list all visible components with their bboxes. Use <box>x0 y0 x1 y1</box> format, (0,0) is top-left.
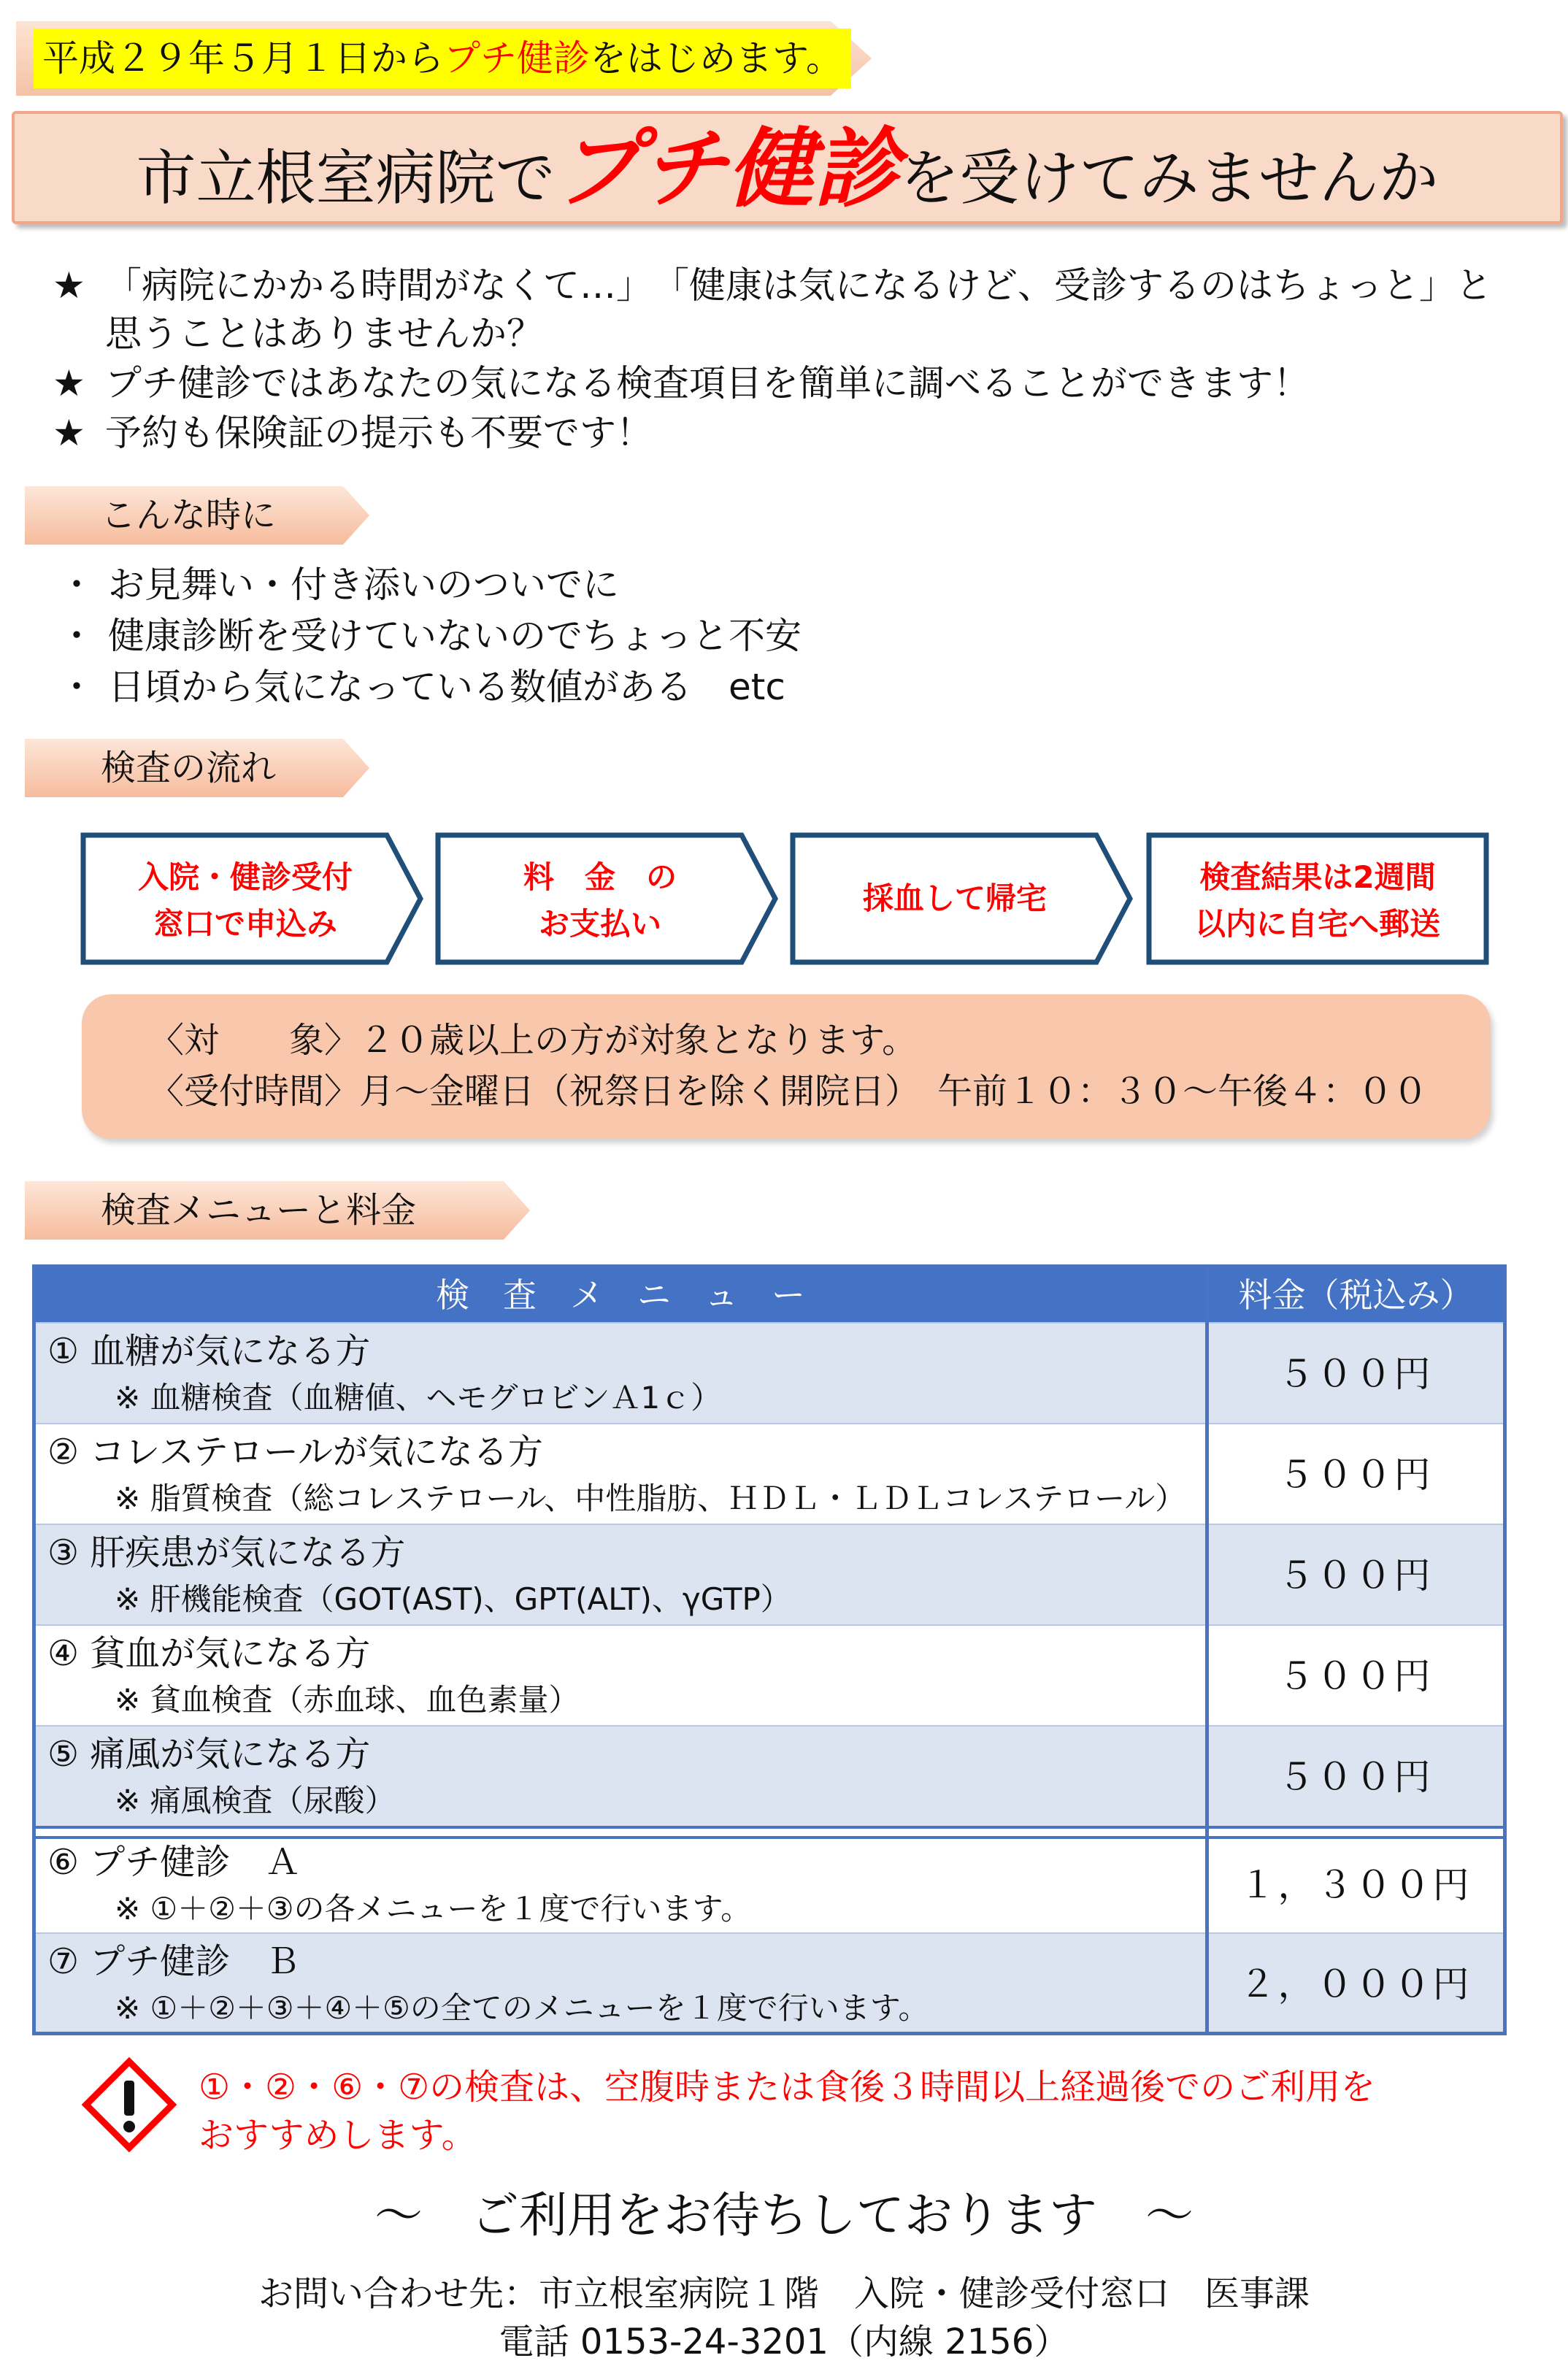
row-title: ④ 貧血が気になる方 <box>47 1633 371 1674</box>
row-price: ２，０００円 <box>1239 1963 1472 2005</box>
table-header-price: 料金（税込み） <box>1238 1275 1474 1315</box>
top-banner <box>13 18 875 99</box>
flow-step-1 <box>80 832 423 965</box>
row-title: ⑤ 痛風が気になる方 <box>47 1734 371 1775</box>
info-target: 〈対 象〉２０歳以上の方が対象となります。 <box>149 1020 918 1061</box>
row-price: ５００円 <box>1277 1554 1433 1597</box>
bullet-icon: ・ <box>58 666 95 708</box>
section-when <box>22 482 372 549</box>
section-when-label: こんな時に <box>101 495 277 536</box>
closing-message: ～ ご利用をお待ちしております ～ <box>374 2187 1194 2243</box>
flow-step-2-text <box>439 854 761 948</box>
row-title: ⑦ プチ健診 Ｂ <box>47 1941 301 1982</box>
row-price: ５００円 <box>1277 1353 1433 1395</box>
banner-text <box>34 28 851 88</box>
table-header <box>36 1268 1503 1322</box>
table-row <box>36 1322 1503 1423</box>
row-detail: ※ 肝機能検査（GOT(AST)、GPT(ALT)、γGTP） <box>115 1581 791 1617</box>
row-detail: ※ 貧血検査（赤血球、血色素量） <box>115 1682 580 1718</box>
when-item-3 <box>58 661 785 713</box>
row-title: ③ 肝疾患が気になる方 <box>47 1532 406 1573</box>
intro-text-2: プチ健診ではあなたの気になる検査項目を簡単に調べることができます！ <box>105 362 1310 404</box>
flow-step-3-line-1: 採血して帰宅 <box>862 880 1047 916</box>
contact-address: お問い合わせ先：市立根室病院１階 入院・健診受付窓口 医事課 <box>258 2273 1310 2314</box>
intro-line-3 <box>53 409 653 457</box>
when-item-1 <box>58 559 619 610</box>
section-flow <box>22 734 372 802</box>
intro-text-3: 予約も保険証の提示も不要です！ <box>105 412 653 454</box>
title-post: を受けてみませんか <box>899 144 1439 213</box>
table-row <box>36 1932 1503 2032</box>
intro-text-1: 「病院にかかる時間がなくて…」 「健康は気になるけど、受診するのはちょっと」と <box>105 264 1492 307</box>
bullet-icon: ・ <box>58 564 95 606</box>
page-title <box>15 114 1560 227</box>
row-detail: ※ 脂質検査（総コレステロール、中性脂肪、ＨＤＬ・ＬＤＬコレステロール） <box>115 1481 1186 1516</box>
star-icon: ★ <box>53 412 85 454</box>
banner-post: をはじめます。 <box>590 37 842 80</box>
info-hours: 〈受付時間〉月～金曜日（祝祭日を除く開院日） 午前１０：３０～午後４：００ <box>149 1071 1429 1112</box>
bullet-icon: ・ <box>58 615 95 657</box>
title-box <box>12 111 1563 224</box>
info-panel <box>82 994 1491 1139</box>
row-detail: ※ 血糖検査（血糖値、ヘモグロビンＡ1ｃ） <box>115 1380 722 1416</box>
contact-phone: 電話 0153-24-3201（内線 2156） <box>499 2322 1069 2362</box>
warning-line-1: ①・②・⑥・⑦の検査は、空腹時または食後３時間以上経過後でのご利用を <box>199 2067 1376 2108</box>
when-item-1-text: お見舞い・付き添いのついでに <box>108 564 619 606</box>
row-detail: ※ ①＋②＋③の各メニューを１度で行います。 <box>115 1891 752 1927</box>
section-menu <box>22 1177 533 1244</box>
row-price: ５００円 <box>1277 1454 1433 1496</box>
table-header-menu: 検 査 メ ニ ュ ー <box>436 1275 805 1315</box>
flow-step-1-text <box>85 854 406 948</box>
table-row <box>36 1725 1503 1826</box>
intro-line-1b: 思うことはありませんか？ <box>105 312 543 355</box>
flow-step-2-line-2: お支払い <box>538 906 661 942</box>
row-price: １，３００円 <box>1239 1864 1472 1906</box>
warning-line-2: おすすめします。 <box>199 2115 477 2156</box>
banner-pre: 平成２９年５月１日から <box>42 37 444 80</box>
row-price: ５００円 <box>1277 1756 1433 1798</box>
banner-emph: プチ健診 <box>444 37 590 80</box>
flow-step-1-line-1: 入院・健診受付 <box>137 859 353 895</box>
flow-step-3 <box>790 832 1133 965</box>
table-row <box>36 1624 1503 1725</box>
section-menu-label: 検査メニューと料金 <box>101 1190 417 1231</box>
row-detail: ※ 痛風検査（尿酸） <box>115 1783 396 1819</box>
title-emph: プチ健診 <box>555 118 900 219</box>
flow-step-2 <box>435 832 778 965</box>
flow-step-3-text <box>794 875 1115 922</box>
row-price: ５００円 <box>1277 1655 1433 1697</box>
when-item-2 <box>58 610 802 661</box>
table-row <box>36 1835 1503 1935</box>
intro-line-2 <box>53 359 1310 407</box>
menu-table <box>32 1264 1507 2035</box>
table-column-divider <box>1205 1268 1209 2032</box>
flow-step-2-line-1: 料 金 の <box>523 859 677 895</box>
flow-step-4 <box>1146 832 1489 965</box>
intro-line-1 <box>53 261 1492 310</box>
star-icon: ★ <box>53 362 85 404</box>
row-title: ⑥ プチ健診 Ａ <box>47 1842 301 1883</box>
when-item-2-text: 健康診断を受けていないのでちょっと不安 <box>108 615 802 657</box>
when-item-3-text: 日頃から気になっている数値がある etc <box>108 666 785 708</box>
table-group-divider <box>36 1826 1503 1839</box>
table-row <box>36 1524 1503 1624</box>
flow-step-4-line-1: 検査結果は2週間 <box>1199 859 1436 895</box>
star-icon: ★ <box>53 264 85 307</box>
title-pre: 市立根室病院で <box>136 144 556 213</box>
row-title: ② コレステロールが気になる方 <box>47 1432 543 1472</box>
table-row <box>36 1423 1503 1524</box>
section-flow-label: 検査の流れ <box>101 748 277 788</box>
flow-step-4-line-2: 以内に自宅へ郵送 <box>1194 906 1440 942</box>
row-detail: ※ ①＋②＋③＋④＋⑤の全てのメニューを１度で行います。 <box>115 1990 929 2026</box>
row-title: ① 血糖が気になる方 <box>47 1331 371 1372</box>
flow-step-1-line-2: 窓口で申込み <box>153 906 337 942</box>
flow-step-4-text <box>1149 854 1486 948</box>
warning-exclamation-icon <box>82 2057 177 2152</box>
